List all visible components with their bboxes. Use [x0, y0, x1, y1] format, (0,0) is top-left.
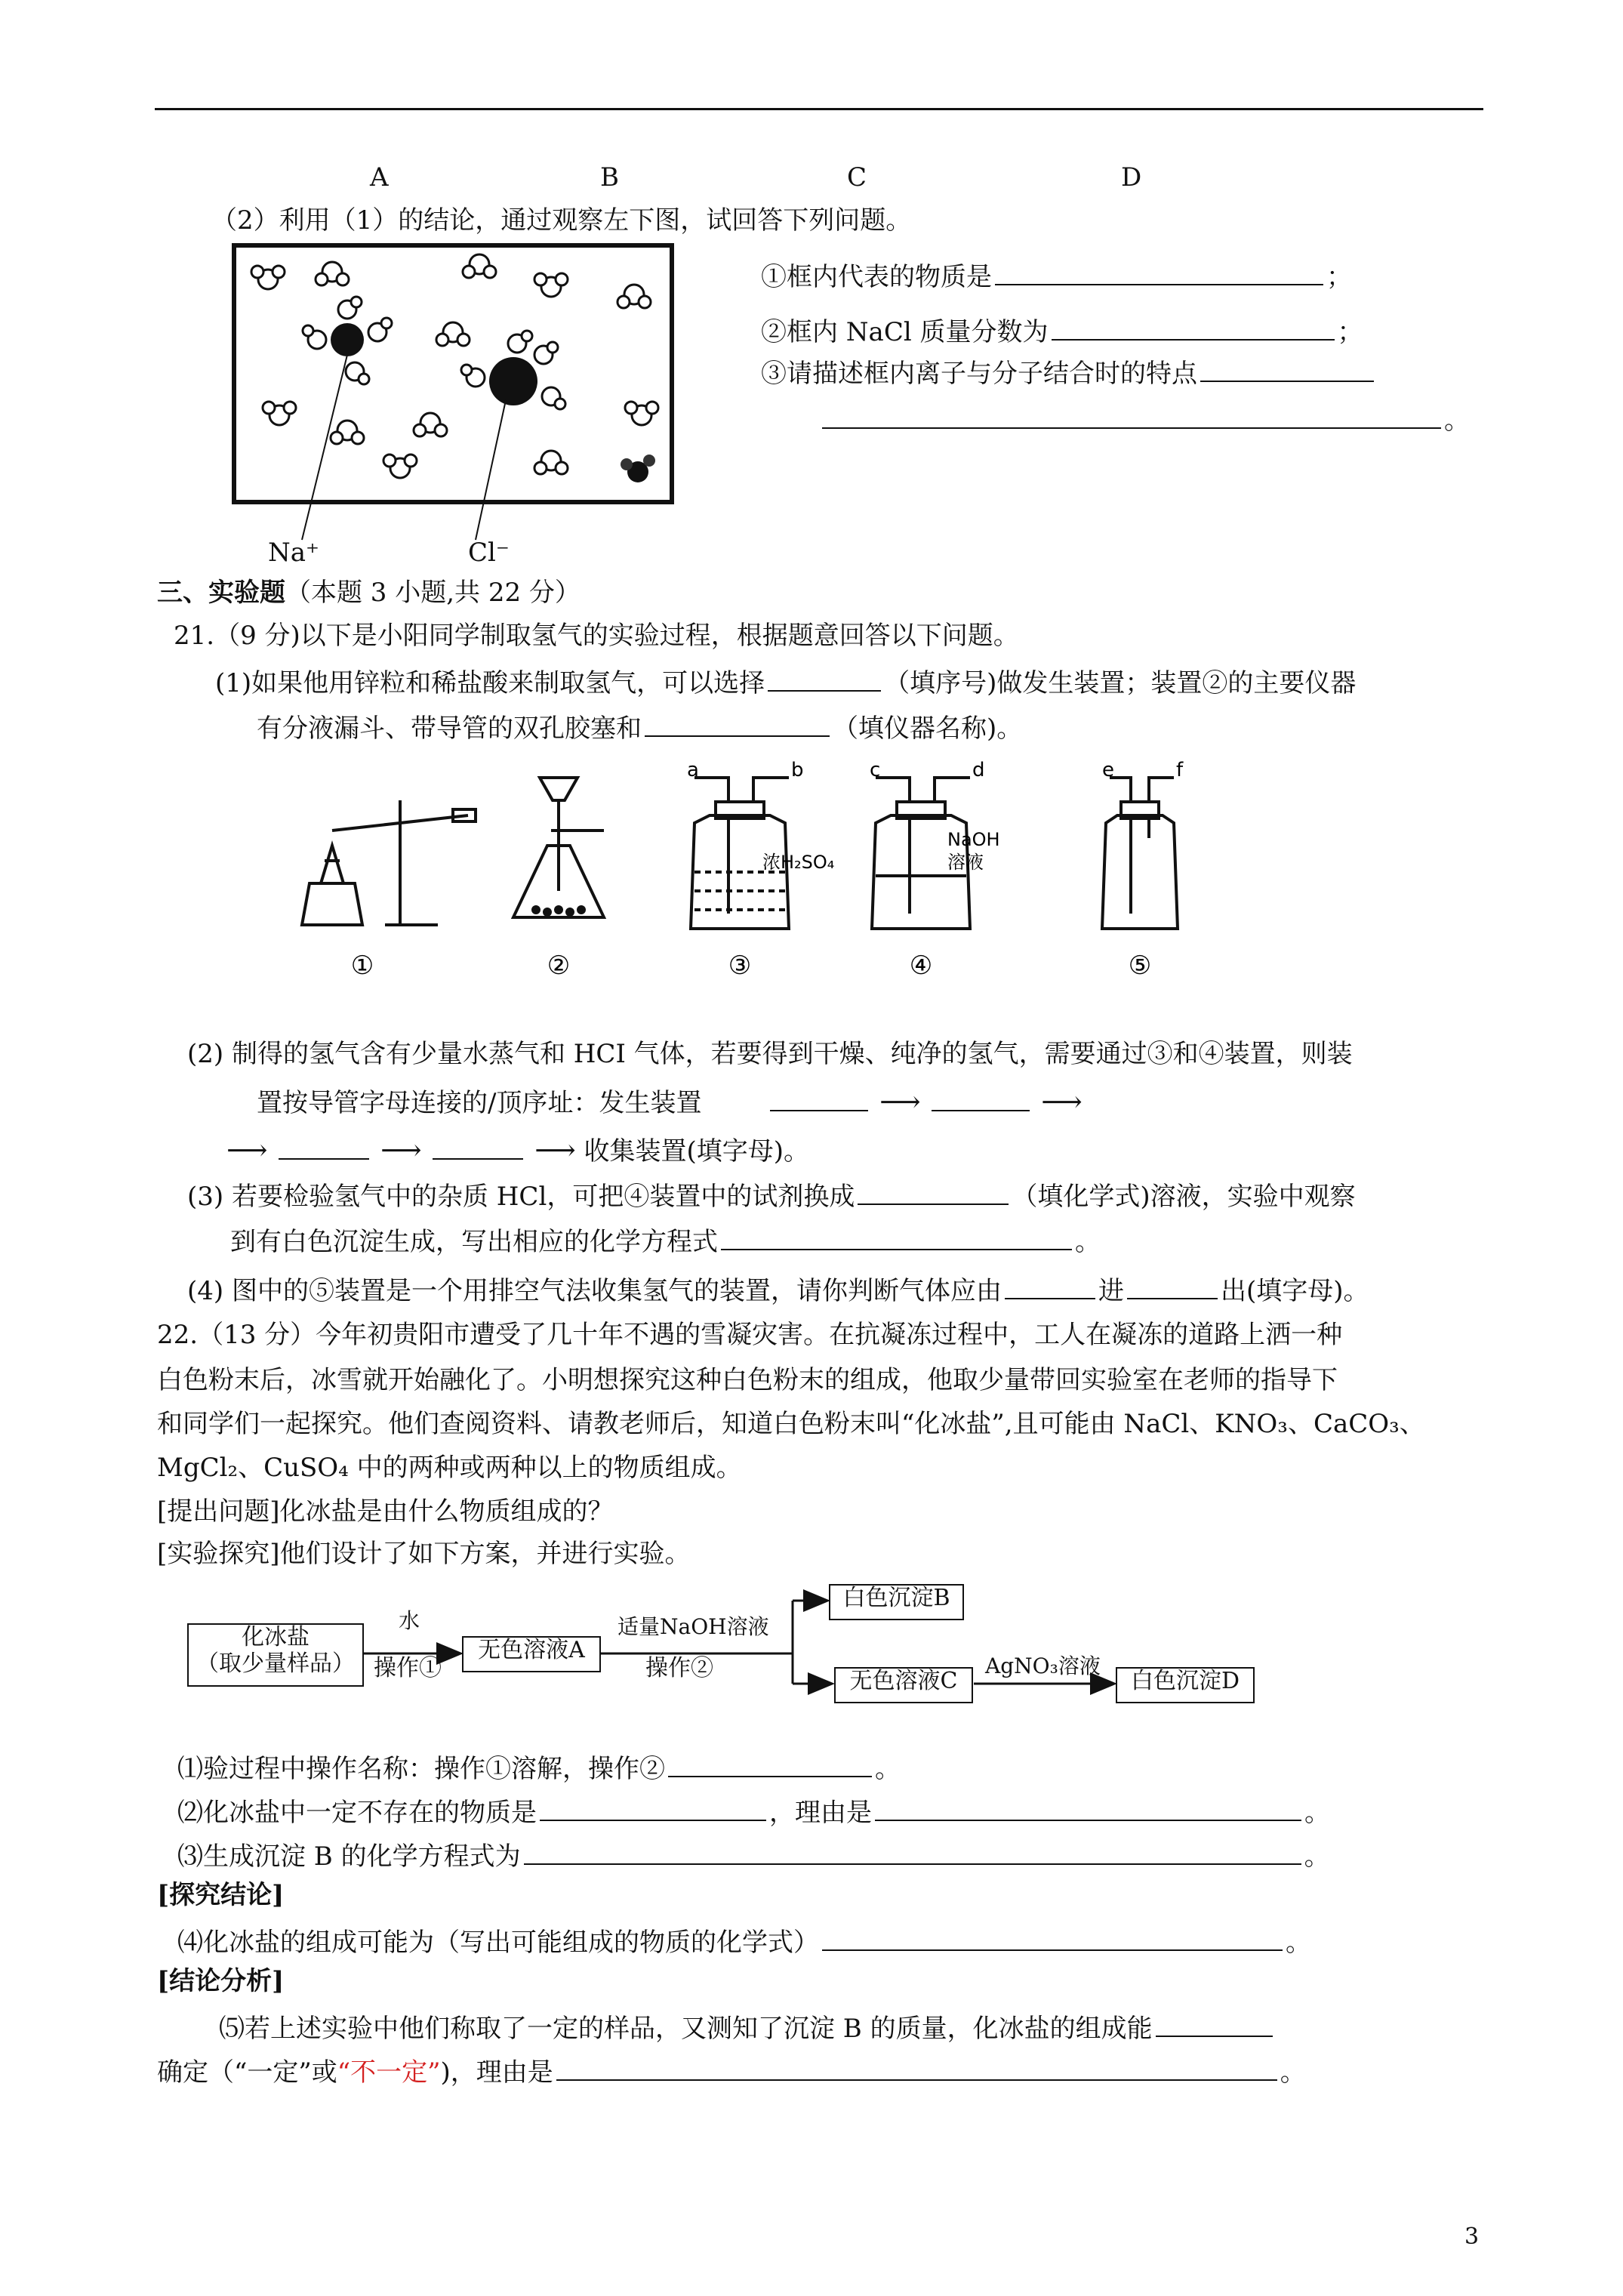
flow-precipitate-d-box: 白色沉淀D: [1116, 1667, 1255, 1703]
flow-solution-a-box: 无色溶液A: [462, 1636, 601, 1672]
flow-naoh-label: 适量NaOH溶液: [617, 1614, 769, 1639]
arrow-icon: ⟶: [879, 1085, 921, 1118]
arrow-icon: ⟶: [380, 1133, 422, 1166]
apparatus-num-1: ①: [350, 951, 374, 981]
q21-part2-line2: 置按导管字母连接的∕顶序址：发生装置 ⟶ ⟶: [257, 1085, 1083, 1118]
q20-item-1: ①框内代表的物质是 ；: [761, 258, 1352, 293]
flow-sample-box: 化冰盐 （取少量样品）: [187, 1623, 364, 1687]
tube-letter-b: b: [791, 759, 804, 781]
arrow-icon: ⟶: [534, 1133, 576, 1166]
flow-water-label: 水: [399, 1608, 420, 1633]
q20-item-2: ②框内 NaCl 质量分数为 ；: [761, 313, 1363, 348]
q22-sub4: ⑷化冰盐的组成可能为（写出可能组成的物质的化学式） 。: [177, 1924, 1311, 1959]
answer-blank[interactable]: [524, 1838, 1301, 1865]
q21-part2-line3: ⟶ ⟶ ⟶ 收集装置(填字母)。: [226, 1133, 810, 1166]
flow-op2-label: 操作②: [645, 1655, 713, 1681]
apparatus-num-2: ②: [547, 951, 571, 981]
q21-part3-line2: 到有白色沉淀生成，写出相应的化学方程式 。: [230, 1223, 1101, 1258]
h2so4-label: 浓H₂SO₄: [762, 852, 835, 873]
q22-ask: [提出问题]化冰盐是由什么物质组成的？: [157, 1496, 614, 1527]
q21-part2-line1: (2) 制得的氢气含有少量水蒸气和 HCI 气体，若要得到干燥、纯净的氢气，需要通过③和④装置，则装: [187, 1039, 1353, 1069]
q21-part1-line1: (1)如果他用锌粒和稀盐酸来制取氢气，可以选择 （填序号)做发生装置；装置②的主要仪器: [215, 664, 1356, 699]
answer-blank[interactable]: [540, 1794, 766, 1821]
q22-sub5-line1: ⑸若上述实验中他们称取了一定的样品，又测知了沉淀 B 的质量，化冰盐的组成能: [219, 2010, 1276, 2045]
tube-letter-d: d: [972, 759, 985, 781]
q22-line4: MgCl₂、CuSO₄ 中的两种或两种以上的物质组成。: [157, 1453, 742, 1483]
q22-analysis-tag: [结论分析]: [157, 1966, 285, 1996]
q22-sub5-line2: 确定（“一定”或“不一定”)，理由是 。: [157, 2054, 1306, 2088]
answer-blank[interactable]: [668, 1750, 872, 1777]
arrow-icon: ⟶: [226, 1133, 268, 1166]
q21-part3-line1: (3) 若要检验氢气中的杂质 HCl，可把④装置中的试剂换成 （填化学式)溶液，实验中观察: [187, 1178, 1356, 1213]
q22-sub1: ⑴验过程中操作名称：操作①溶解，操作② 。: [177, 1750, 901, 1785]
naoh-label: NaOH: [947, 829, 1000, 850]
apparatus-num-5: ⑤: [1128, 951, 1152, 981]
cl-ion-label: Cl⁻: [468, 538, 510, 568]
arrow-icon: ⟶: [1041, 1085, 1083, 1118]
page-number: 3: [1464, 2224, 1480, 2250]
q20-item-3: ③请描述框内离子与分子结合时的特点: [761, 355, 1377, 390]
tube-letter-f: f: [1176, 759, 1184, 781]
option-label-a: A: [370, 162, 389, 193]
q20-part2-prompt: （2）利用（1）的结论，通过观察左下图，试回答下列问题。: [211, 205, 912, 236]
flow-op1-label: 操作①: [374, 1655, 442, 1681]
option-label-d: D: [1121, 162, 1142, 193]
tube-letter-a: a: [687, 759, 699, 781]
q22-line1: 22.（13 分）今年初贵阳市遭受了几十年不遇的雪凝灾害。在抗凝冻过程中，工人在凝冻的道路上洒一种: [157, 1320, 1343, 1350]
q21-stem: 21.（9 分)以下是小阳同学制取氢气的实验过程，根据题意回答以下问题。: [174, 621, 1019, 651]
q22-sub3: ⑶生成沉淀 B 的化学方程式为 。: [177, 1838, 1330, 1872]
answer-blank[interactable]: [875, 1794, 1301, 1821]
naoh-label-2: 溶液: [947, 852, 984, 873]
answer-blank[interactable]: [1156, 2010, 1273, 2037]
flow-agno3-label: AgNO₃溶液: [985, 1653, 1101, 1678]
q22-line2: 白色粉末后，冰雪就开始融化了。小明想探究这种白色粉末的组成，他取少量带回实验室在老师的指导下: [157, 1365, 1338, 1395]
na-ion-label: Na⁺: [268, 538, 319, 568]
tube-letter-e: e: [1102, 759, 1114, 781]
apparatus-num-4: ④: [909, 951, 933, 981]
answer-blank[interactable]: [556, 2054, 1277, 2081]
flow-precipitate-b-box: 白色沉淀B: [829, 1584, 964, 1620]
q22-sub2: ⑵化冰盐中一定不存在的物质是 ，理由是 。: [177, 1794, 1330, 1829]
section-3-heading: 三、实验题（本题 3 小题,共 22 分）: [157, 578, 581, 608]
flow-solution-c-box: 无色溶液C: [834, 1667, 973, 1703]
q20-item-3-cont: 。: [819, 402, 1470, 436]
option-label-b: B: [600, 162, 619, 193]
q22-conclusion-tag: [探究结论]: [157, 1880, 285, 1910]
q22-experiment: [实验探究]他们设计了如下方案，并进行实验。: [157, 1539, 691, 1569]
q22-line3: 和同学们一起探究。他们查阅资料、请教老师后，知道白色粉末叫“化冰盐”,且可能由 NaCl、KNO₃、CaCO₃、: [157, 1409, 1425, 1439]
q21-part4: (4) 图中的⑤装置是一个用排空气法收集氢气的装置，请你判断气体应由 进 出(填字母)。: [187, 1272, 1369, 1307]
tube-letter-c: c: [870, 759, 881, 781]
option-label-c: C: [847, 162, 867, 193]
apparatus-num-3: ③: [728, 951, 752, 981]
q21-part1-line2: 有分液漏斗、带导管的双孔胶塞和 （填仪器名称)。: [257, 710, 1022, 744]
answer-blank[interactable]: [822, 1924, 1283, 1951]
